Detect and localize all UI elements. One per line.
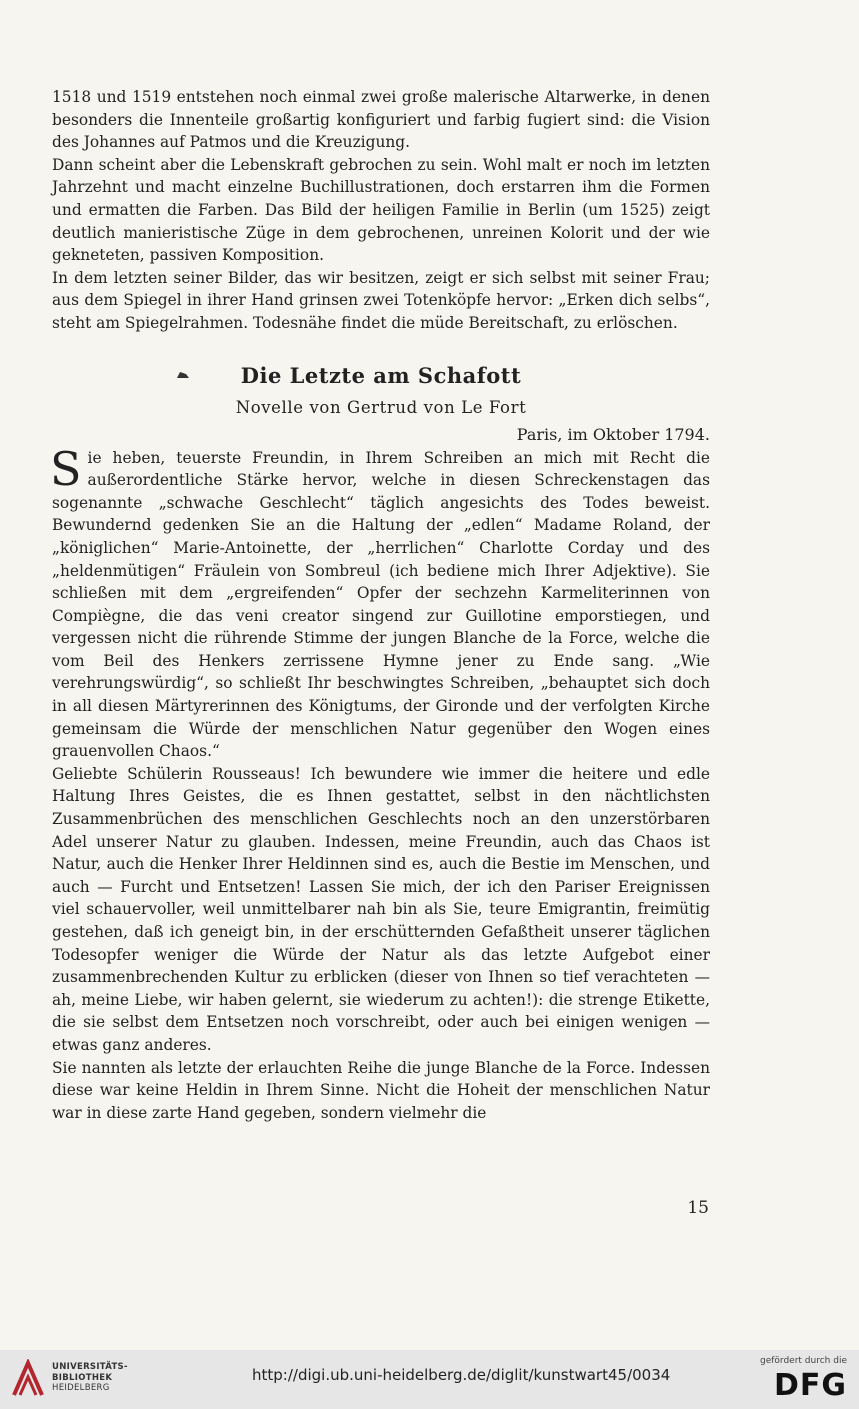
university-logo-icon [10, 1359, 46, 1399]
page-number: 15 [687, 1198, 709, 1218]
story-heading: Die Letzte am Schafott [240, 362, 522, 388]
paragraph-6: Sie nannten als letzte der erlauchten Reihe die junge Blanche de la Force. Indessen diese war keine Heldin in Ihrem Sinne. Nicht die Hoheit der menschlichen Natur war in diese zarte Hand gegeben, sondern vielmehr die [52, 1058, 710, 1122]
funded-by-label: gefördert durch die [760, 1356, 847, 1366]
source-url-link[interactable]: http://digi.ub.uni-heidelberg.de/diglit/kunstwart45/0034 [252, 1366, 671, 1384]
paragraph-5: Geliebte Schülerin Rousseaus! Ich bewundere wie immer die heitere und edle Haltung Ihres Geistes, die es Ihnen gestattet, selbst in den nächtlichsten Zusammenbrüchen des menschlichen Geschlechts noch an den unzerstörbaren Adel unserer Natur zu glauben. Indessen, meine Freundin, auch das Chaos ist Natur, auch die Henker Ihrer Heldinnen sind es, auch die Bestie im Menschen, und auch — Furcht und Entsetzen! Lassen Sie mich, der ich den Pariser Ereignissen viel schauervoller, weil unmittelbarer nah bin als Sie, teure Emigrantin, freimütig gestehen, daß ich geneigt bin, in der erschütternden Gefaßtheit unserer täglichen Todesopfer weniger die Würde der Natur als das letzte Aufgebot einer zusammenbrechenden Kultur zu erblicken (dieser von Ihnen so tief verachteten — ah, meine Liebe, wir haben gelernt, sie wiederum zu achten!): die strenge Etikette, die sie selbst dem Entsetzen noch vorschreibt, oder auch bei einigen wenigen — etwas ganz anderes. [52, 764, 710, 1054]
library-name: UNIVERSITÄTS- BIBLIOTHEK HEIDELBERG [52, 1362, 128, 1393]
heading-row [52, 363, 710, 389]
paragraph-3: In dem letzten seiner Bilder, das wir besitzen, zeigt er sich selbst mit seiner Frau; aus dem Spiegel in ihrer Hand grinsen zwei Totenköpfe hervor: „Erken dich selbs“, steht am Spiegelrahmen. Todesnähe findet die müde Bereitschaft, zu erlöschen. [52, 268, 710, 332]
hand-pointer-icon [176, 370, 190, 380]
story-subtitle: Novelle von Gertrud von Le Fort [235, 397, 527, 417]
viewer-footer [0, 1350, 859, 1409]
body-text [52, 86, 710, 1124]
paragraph-4-text: ie heben, teuerste Freundin, in Ihrem Schreiben an mich mit Recht die außerordentliche Stärke hervor, welche in diesen Schreckenstagen das sogenannte „schwache Geschlecht“ täglich angesichts des Todes beweist. Bewundernd gedenken Sie an die Haltung der „edlen“ Madame Roland, der „königlichen“ Marie-Antoinette, der „herrlichen“ Charlotte Corday und des „heldenmütigen“ Fräulein von Sombreul (ich bediene mich Ihrer Adjektive). Sie schließen mit dem „ergreifenden“ Opfer der sechzehn Karmeliterinnen von Compiègne, die das veni creator singend zur Guillotine emporstiegen, und vergessen nicht die rührende Stimme der jungen Blanche de la Force, welche die vom Beil des Henkers zerrissene Hymne jener zu Ende sang. „Wie verehrungswürdig“, so schließt Ihr beschwingtes Schreiben, „behauptet sich doch in all diesen Märtyrerinnen des Königtums, der Gironde und der verfolgten Kirche gemeinsam die Würde der menschlichen Natur gegenüber den Wogen eines grauenvollen Chaos.“ [52, 448, 710, 761]
drop-cap: S [50, 441, 82, 496]
paragraph-1: 1518 und 1519 entstehen noch einmal zwei große malerische Altarwerke, in denen besonders die Innenteile großartig konfiguriert und farbig fugiert sind: die Vision des Johannes auf Patmos und die Kreuzigung. [52, 88, 710, 152]
letter-dateline: Paris, im Oktober 1794. [516, 424, 710, 444]
paragraph-4 [50, 441, 710, 763]
dfg-logo: DFG [773, 1368, 847, 1403]
paragraph-2: Dann scheint aber die Lebenskraft gebrochen zu sein. Wohl malt er noch im letzten Jahrzehnt und macht einzelne Buchillustrationen, doch erstarren ihm die Formen und ermatten die Farben. Das Bild der heiligen Familie in Berlin (um 1525) zeigt deutlich manieristische Züge in dem gebrochenen, unreinen Kolorit und der wie gekneteten, passiven Komposition. [52, 155, 710, 265]
